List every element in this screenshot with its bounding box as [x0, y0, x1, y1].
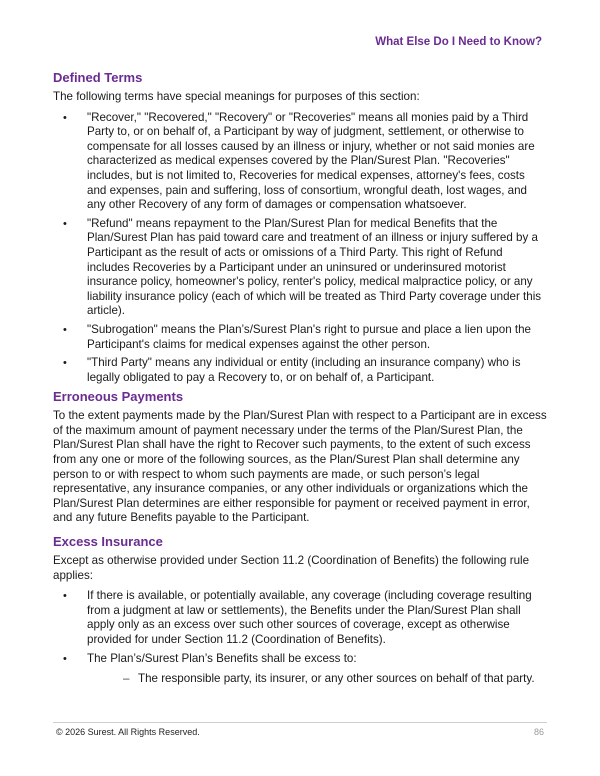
- excess-sub-responsible-party: The responsible party, its insurer, or any other sources on behalf of that party.: [138, 672, 535, 686]
- list-item: [53, 652, 547, 687]
- bullet-icon: •: [63, 652, 67, 665]
- excess-sub-list: [87, 672, 547, 687]
- bullet-icon: •: [63, 590, 67, 603]
- defined-terms-list: [53, 111, 547, 386]
- list-item: [53, 323, 547, 352]
- erroneous-payments-heading: Erroneous Payments: [53, 389, 184, 405]
- erroneous-payments-body: To the extent payments made by the Plan/Surest Plan with respect to a Participant are in excess of the maximum amount of payment necessary under the terms of the Plan/Surest Plan, the Plan/Surest Plan shall have the right to Recover such payments, to the extent of such excess from any one or more of the following sources, as the Plan/Surest Plan shall determine any person to or with respect to whom such payments are made, or such person’s legal representative, any insurance companies, or any other individuals or organizations which the Plan/Surest Plan determines are either responsible for payment or received payment in error, and any future Benefits payable to the Participant.: [53, 409, 547, 525]
- footer-copyright: © 2026 Surest. All Rights Reserved.: [56, 727, 200, 737]
- running-header: What Else Do I Need to Know?: [375, 36, 542, 48]
- bullet-icon: •: [63, 357, 67, 370]
- bullet-icon: •: [63, 217, 67, 230]
- erroneous-payments-section: [53, 389, 547, 526]
- page-content: [53, 70, 547, 691]
- defined-terms-intro: The following terms have special meanings for purposes of this section:: [53, 90, 420, 103]
- term-subrogation: "Subrogation" means the Plan’s/Surest Plan's right to pursue and place a lien upon the Participant's claims for medical expenses against the other person.: [87, 322, 531, 351]
- bullet-icon: •: [63, 111, 67, 124]
- excess-insurance-heading: Excess Insurance: [53, 534, 163, 550]
- term-recovery: "Recover," "Recovered," "Recovery" or "Recoveries" means all monies paid by a Third Party to, or on behalf of, a Participant by way of judgment, settlement, or otherwise to compensate for all losses caused by an illness or injury, whether or not said monies are characterized as medical expenses covered by the Plan/Surest Plan. "Recoveries" includes, but is not limited to, Recoveries for medical expenses, attorney's fees, costs and expenses, pain and suffering, loss of consortium, wrongful death, lost wages, and any other Recovery of any form of damages or compensation whatsoever.: [87, 110, 535, 212]
- excess-insurance-section: [53, 534, 547, 687]
- page-number: 86: [533, 727, 544, 737]
- list-item: [53, 217, 547, 319]
- sub-list-item: [87, 672, 547, 687]
- excess-rule-coverage: If there is available, or potentially available, any coverage (including coverage resulting from a judgment at law or settlements), the Benefits under the Plan/Surest Plan shall apply only as an excess over such other sources of coverage, except as otherwise provided for under Section 11.2 (Coordination of Benefits).: [87, 589, 532, 646]
- list-item: [53, 356, 547, 385]
- term-refund: "Refund" means repayment to the Plan/Surest Plan for medical Benefits that the Plan/Surest Plan has paid toward care and treatment of an illness or injury suffered by a Participant as the result of acts or omissions of a Third Party. This right of Refund includes Recoveries by a Participant under an uninsured or underinsured motorist insurance policy, homeowner's policy, renter's policy, medical malpractice policy, or any liability insurance policy (each of which will be treated as Third Party coverage under this article).: [87, 216, 542, 318]
- bullet-icon: •: [63, 323, 67, 336]
- defined-terms-heading: Defined Terms: [53, 70, 143, 85]
- defined-terms-section: [53, 70, 547, 385]
- footer-divider: [53, 722, 547, 723]
- excess-insurance-list: [53, 589, 547, 687]
- dash-icon: –: [123, 672, 130, 686]
- list-item: [53, 589, 547, 647]
- list-item: [53, 111, 547, 213]
- term-third-party: "Third Party" means any individual or entity (including an insurance company) who is legally obligated to pay a Recovery to, or on behalf of, a Participant.: [87, 356, 521, 384]
- excess-rule-benefits: The Plan’s/Surest Plan’s Benefits shall be excess to:: [87, 651, 357, 665]
- excess-insurance-intro: Except as otherwise provided under Section 11.2 (Coordination of Benefits) the following rule applies:: [53, 554, 530, 582]
